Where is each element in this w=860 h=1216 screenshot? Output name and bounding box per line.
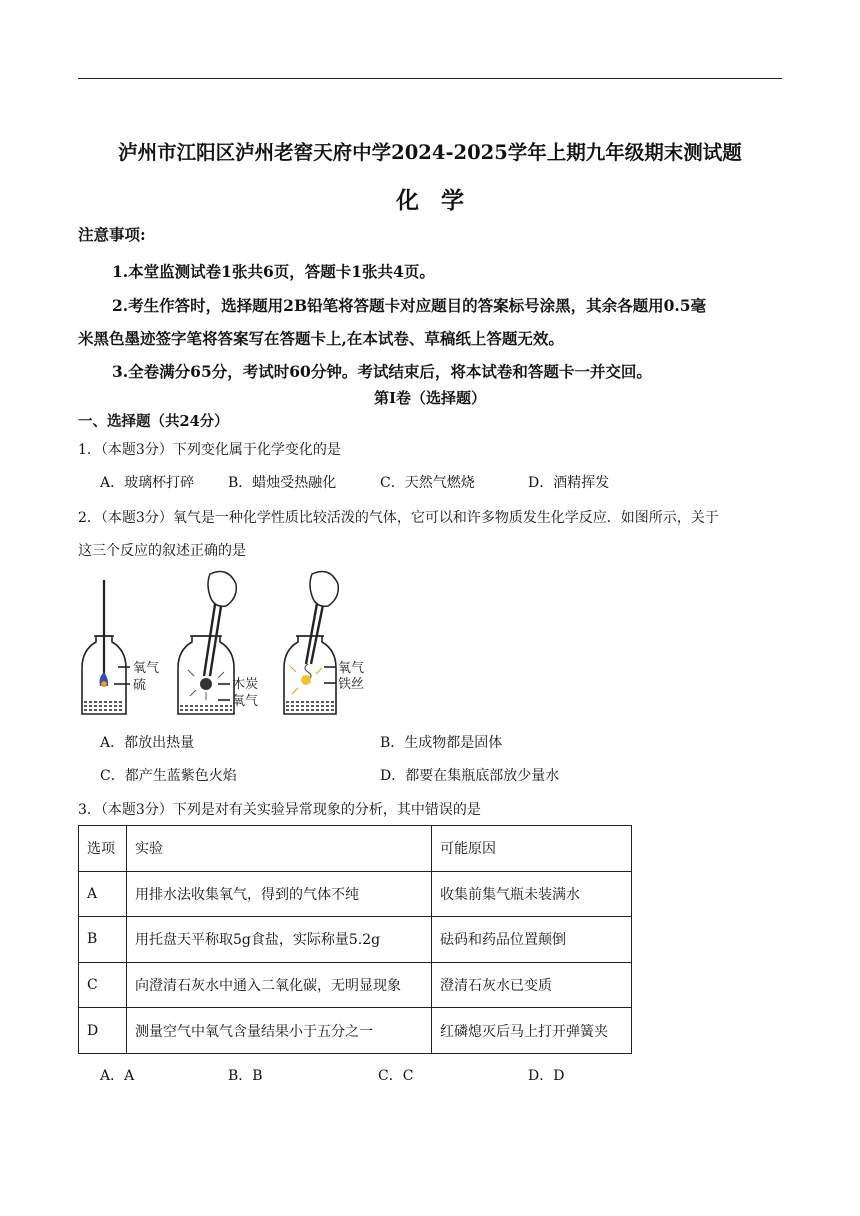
q3-option-b: B．B [228, 1068, 263, 1084]
q2-option-a: A．都放出热量 [100, 735, 195, 751]
q2-stem-line-1: 2．（本题3分）氧气是一种化学性质比较活泼的气体，它可以和许多物质发生化学反应．如图所示，关于 [78, 510, 719, 526]
table-row [79, 917, 632, 963]
q3-stem: 3．（本题3分）下列是对有关实验异常现象的分析，其中错误的是 [78, 802, 481, 818]
table-cell: 澄清石灰水已变质 [432, 962, 632, 1008]
table-cell: D [79, 1008, 127, 1054]
label-oxygen-2: 氧气 [232, 694, 259, 709]
bottle-sulfur [82, 580, 130, 714]
q1-option-b: B．蜡烛受热融化 [228, 475, 337, 491]
q1-stem: 1．（本题3分）下列变化属于化学变化的是 [78, 442, 341, 458]
bottle-charcoal [178, 636, 234, 714]
hand-iron [310, 572, 338, 607]
table-cell: A [79, 871, 127, 917]
table-row [79, 871, 632, 917]
header-rule [78, 78, 782, 79]
table-cell: 收集前集气瓶未装满水 [432, 871, 632, 917]
oxygen-reaction-figure [78, 568, 378, 720]
label-charcoal: 木炭 [232, 677, 259, 692]
table-row [79, 1008, 632, 1054]
table-header-cell: 可能原因 [432, 826, 632, 872]
q2-option-c: C．都产生蓝紫色火焰 [100, 768, 237, 784]
notice-heading: 注意事项: [78, 225, 146, 244]
q3-option-d: D．D [528, 1068, 565, 1084]
q3-option-c: C．C [378, 1068, 414, 1084]
label-oxygen-3: 氧气 [338, 661, 365, 676]
q2-option-d: D．都要在集瓶底部放少量水 [380, 768, 560, 784]
notice-item-2-line-2: 米黑色墨迹签字笔将答案写在答题卡上,在本试卷、草稿纸上答题无效。 [78, 329, 564, 348]
table-cell: 砝码和药品位置颠倒 [432, 917, 632, 963]
table-cell: 用排水法收集氧气，得到的气体不纯 [127, 871, 432, 917]
table-cell: 向澄清石灰水中通入二氧化碳，无明显现象 [127, 962, 432, 1008]
label-oxygen-1: 氧气 [133, 661, 160, 676]
exam-title: 泸州市江阳区泸州老窖天府中学2024-2025学年上期九年级期末测试题 [118, 141, 742, 164]
part-title: 一、选择题（共24分） [78, 413, 229, 430]
table-cell: 用托盘天平称取5g食盐，实际称量5.2g [127, 917, 432, 963]
q1-option-d: D．酒精挥发 [528, 475, 610, 491]
notice-item-3: 3.全卷满分65分，考试时60分钟。考试结束后，将本试卷和答题卡一并交回。 [112, 362, 652, 381]
notice-item-2-line-1: 2.考生作答时，选择题用2B铅笔将答题卡对应题目的答案标号涂黑，其余各题用0.5毫 [112, 296, 707, 315]
q1-option-a: A．玻璃杯打碎 [100, 475, 195, 491]
q3-option-a: A．A [100, 1068, 135, 1084]
subject-title: 化学 [396, 187, 486, 214]
table-row [79, 962, 632, 1008]
label-sulfur: 硫 [133, 678, 147, 693]
table-cell: 红磷熄灭后马上打开弹簧夹 [432, 1008, 632, 1054]
tongs-iron [306, 598, 324, 664]
notice-item-1: 1.本堂监测试卷1张共6页，答题卡1张共4页。 [112, 262, 435, 281]
table-cell: B [79, 917, 127, 963]
label-iron-wire: 铁丝 [338, 677, 365, 692]
table-header-row [79, 826, 632, 872]
q3-table [78, 825, 632, 1054]
hand-charcoal [208, 572, 236, 607]
q1-option-c: C．天然气燃烧 [380, 475, 475, 491]
q2-stem-line-2: 这三个反应的叙述正确的是 [78, 543, 246, 559]
q2-option-b: B．生成物都是固体 [380, 735, 503, 751]
table-cell: 测量空气中氧气含量结果小于五分之一 [127, 1008, 432, 1054]
section-title: 第Ⅰ卷（选择题） [373, 389, 487, 407]
table-header-cell: 选项 [79, 826, 127, 872]
table-header-cell: 实验 [127, 826, 432, 872]
table-cell: C [79, 962, 127, 1008]
